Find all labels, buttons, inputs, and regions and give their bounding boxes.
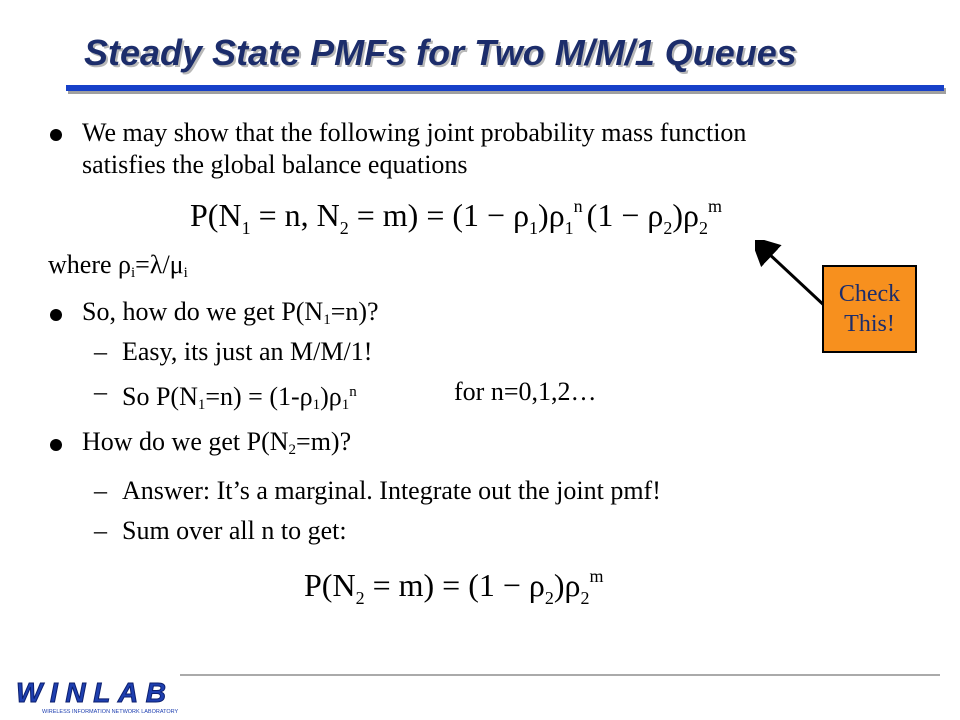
sub-bullet-easy: Easy, its just an M/M/1!: [122, 337, 373, 366]
sub-bullet-marginal-n1: So $P(N_1=n) = (1-\rho_1)\rho_1^n$: [122, 382, 357, 413]
eq1-rho: )ρ: [672, 197, 699, 233]
eq1-lhs-pre: P(N: [190, 197, 242, 233]
where-middle: =λ/μ: [135, 250, 184, 279]
eq1-sub: 2: [698, 218, 708, 238]
dash-marker: –: [94, 516, 107, 545]
svg-text:WINLAB: WINLAB: [16, 677, 166, 708]
range-text: for n=0,1,2…: [454, 377, 597, 406]
eq1-sub: 1: [529, 218, 539, 238]
bullet1-line1: We may show that the following joint probability mass function: [82, 118, 747, 147]
rho-sub: i: [131, 265, 136, 281]
check-this-callout: [822, 265, 917, 353]
bullet-dot: [50, 129, 62, 141]
marginal-pmf-equation: [304, 558, 624, 618]
where-definition: [48, 250, 188, 288]
footer-rule: [180, 674, 940, 676]
where-prefix: where ρ: [48, 250, 131, 279]
eq1-exp-m: m: [707, 196, 722, 216]
mu-sub: i: [183, 265, 188, 281]
sub-bullet-answer: Answer: It’s a marginal. Integrate out the joint pmf!: [122, 476, 661, 505]
callout-line2: This!: [844, 311, 895, 337]
svg-text:P(N1 = n, N2 = m) = (1 − ρ1)ρ1: [190, 196, 722, 238]
eq1-lhs-mid: = n, N: [250, 197, 340, 233]
slide-title: Steady State PMFs for Two M/M/1 Queues: [84, 32, 797, 73]
svg-text:WIRELESS INFORMATION NETWORK L: WIRELESS INFORMATION NETWORK LABORATORY: [42, 709, 179, 715]
dash-marker: –: [94, 476, 107, 505]
bullet2-text: So, how do we get $P(N_1=n)$?: [82, 297, 379, 328]
dash-marker: –: [94, 377, 107, 406]
eq1-lhs-mid: = m) = (1 − ρ: [348, 197, 530, 233]
callout-line1: Check: [838, 281, 901, 307]
bullet3-text: How do we get $P(N_2=m)$?: [82, 427, 352, 458]
eq1-sub: 2: [663, 218, 673, 238]
eq1-rhs: (1 − ρ: [586, 197, 664, 233]
sub-bullet-sum: Sum over all n to get:: [122, 516, 347, 545]
joint-pmf-equation: [190, 188, 790, 248]
bullet-dot: [50, 309, 62, 321]
eq1-exp-n: n: [573, 196, 583, 216]
bullet-dot: [50, 439, 62, 451]
eq1-sub: 2: [339, 218, 349, 238]
bullet1-line2: satisfies the global balance equations: [82, 150, 468, 179]
dash-marker: –: [94, 337, 107, 366]
winlab-logo: [14, 676, 184, 716]
svg-text:P(N2 = m) = (1 − ρ2)ρ2m: $P(N_2 = m) = (1 - \rho_2)\rho_2^m$: [304, 566, 604, 608]
title-underline: [66, 85, 944, 91]
eq1-sub: 1: [564, 218, 574, 238]
eq1-sub: 1: [241, 218, 251, 238]
eq1-rho: )ρ: [538, 197, 565, 233]
